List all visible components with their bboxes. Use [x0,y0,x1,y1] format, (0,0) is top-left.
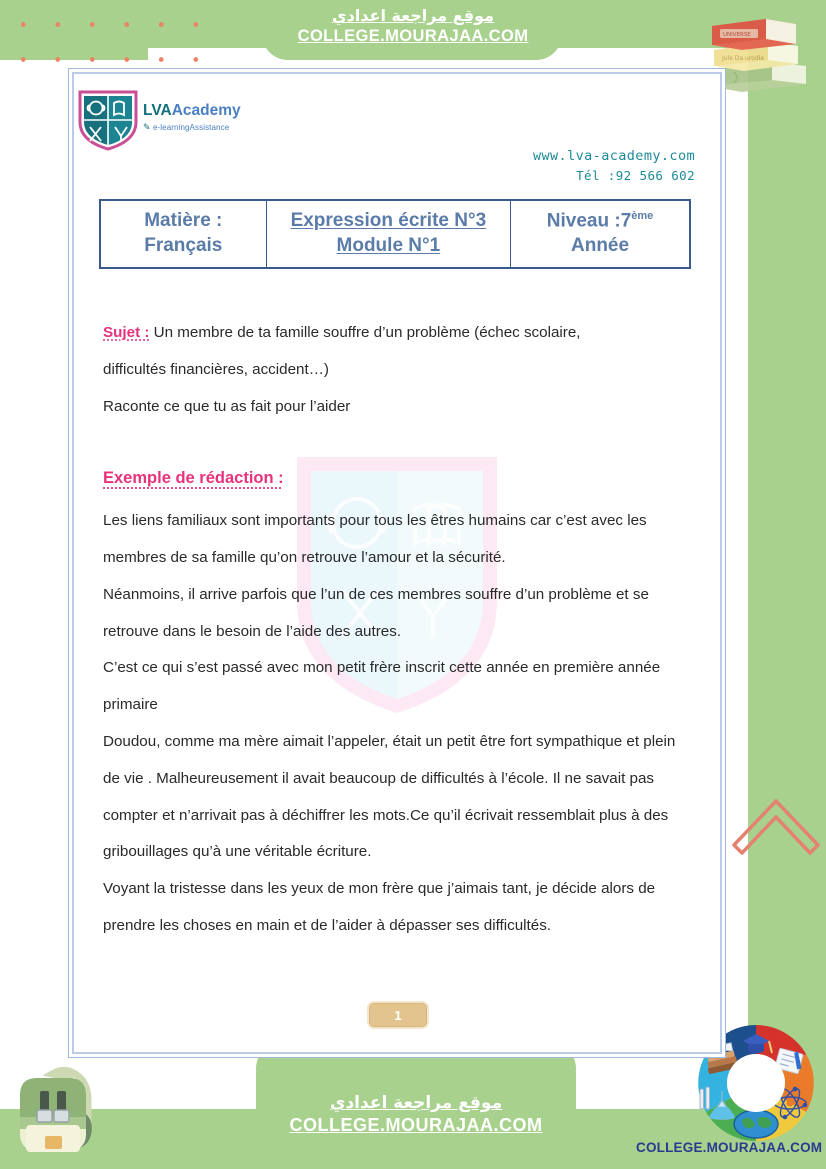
svg-text:UNIVERSE: UNIVERSE [723,32,751,38]
example-paragraph: Doudou, comme ma mère aimait l’appeler, était un petit être fort sympathique et plein de vie . Malheureusement il avait beaucoup de difficultés à l’école. Il ne savait pas compter et n’arrivait pas à déchiffrer les mots.Ce qu’il écrivait ressemblait plus à des gribouillages qu’à une véritable écriture. [103,732,676,861]
sujet-line-1: Un membre de ta famille souffre d’un problème (échec scolaire, [149,324,581,341]
cell-title [266,200,510,268]
level-value: Année [571,235,630,257]
spacer [103,425,689,459]
example-heading-wrap [103,459,689,503]
shield-logo-icon [77,89,139,151]
contact-info [533,147,695,185]
logo-tagline-text: e-learningAssistance [152,122,230,132]
example-paragraph: Néanmoins, il arrive parfois que l’un de ces membres souffre d’un problème et se retrouve dans le besoin de l’aide des autres. [103,585,649,640]
svg-text:Jule Da urodle: Jule Da urodle [722,55,765,62]
pen-icon: ✎ [143,121,151,132]
subject-prompt [103,315,689,352]
header-arabic-title: موقع مراجعة اعدادي [331,6,495,25]
footer-arabic-title: موقع مراجعة اعدادي [329,1093,503,1113]
example-paragraph: Voyant la tristesse dans les yeux de mon frère que j’aimais tant, je décide alors de prendre les choses en main et de l’aider à dépasser ses difficultés. [103,880,656,934]
footer-brand [262,1092,570,1137]
table-row [100,200,690,268]
logo-wordmark [143,103,241,133]
level-label: Niveau :7 [546,210,632,232]
phone-number: Tél :92 566 602 [576,167,695,183]
sujet-line-2: difficultés financières, accident…) [103,360,329,378]
example-heading: Exemple de rédaction : [103,469,284,488]
lva-logo [77,89,377,153]
example-paragraph: C’est ce qui s’est passé avec mon petit frère inscrit cette année en première année primaire [103,659,661,714]
sujet-label: Sujet : [103,324,150,341]
subject-label: Matière : [144,210,223,232]
sujet-line-3: Raconte ce que tu as fait pour l’aider [103,397,351,415]
title-line-1: Expression écrite N°3 [290,210,487,232]
worksheet-body [103,315,689,945]
page-number-badge: 1 [369,1003,427,1027]
cell-subject [100,200,266,268]
dot-pattern-decoration [0,0,215,62]
chevron-up-icon [730,795,822,857]
website-url[interactable]: www.lva-academy.com [532,148,695,164]
subject-value: Français [144,234,223,256]
logo-name-primary: LVA [143,102,172,119]
logo-name-secondary: Academy [171,102,241,119]
level-ordinal-suffix: ème [631,210,654,222]
chevron-decoration-group [730,795,826,1040]
header-site-url[interactable]: COLLEGE.MOURAJAA.COM [297,27,529,45]
footer-watermark-url: COLLEGE.MOURAJAA.COM [636,1140,823,1155]
backpack-icon [12,1062,118,1162]
worksheet-info-table [99,199,691,269]
header-brand [268,6,558,47]
logo-tagline [143,122,241,133]
cell-level [511,200,690,268]
footer-site-url[interactable]: COLLEGE.MOURAJAA.COM [289,1115,543,1136]
example-paragraph: Les liens familiaux sont importants pour tous les êtres humains car c’est avec les membres de sa famille qu’on retrouve l’amour et la sécurité. [103,512,647,567]
worksheet-page [68,68,726,1058]
title-line-2: Module N°1 [336,234,441,256]
